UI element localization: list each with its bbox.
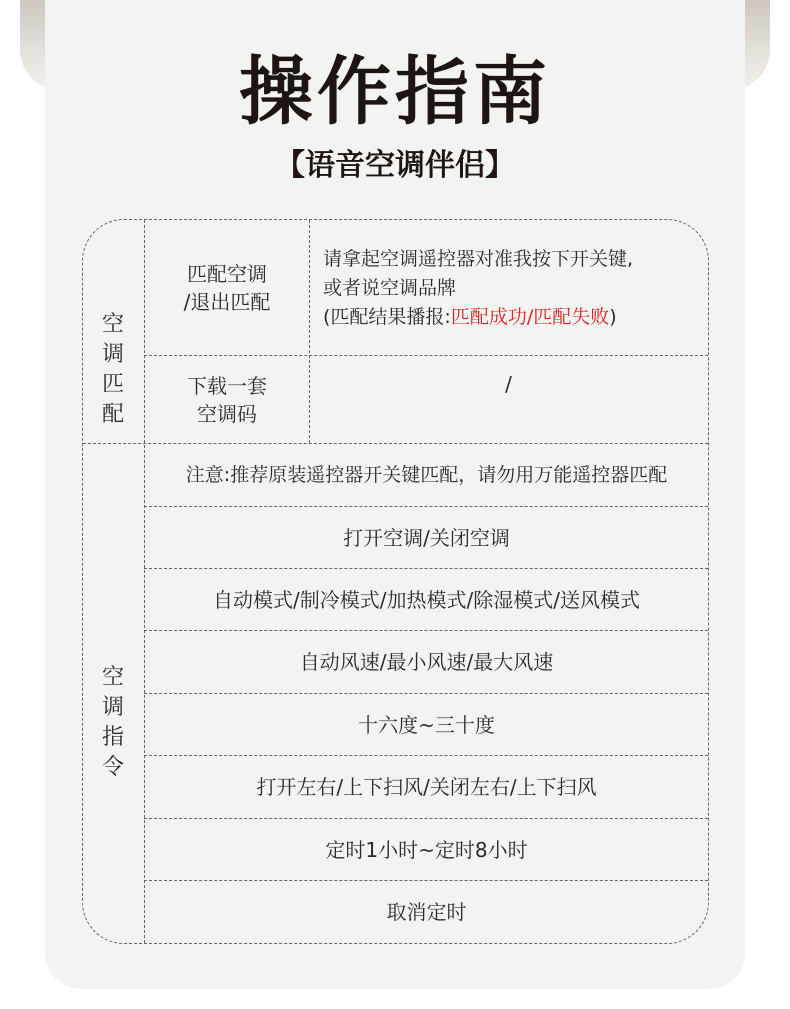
description-line: 请拿起空调遥控器对准我按下开关键, (323, 247, 634, 270)
download-row-label (145, 356, 309, 443)
command-row (145, 694, 708, 755)
label-line: 匹配空调 (187, 262, 267, 286)
section-header-char: 令 (101, 755, 124, 780)
section-header-char: 调 (101, 695, 124, 720)
command-text: 十六度~三十度 (358, 712, 495, 737)
page-title: 操作指南 (239, 49, 551, 135)
section-header-commands (98, 663, 128, 783)
command-text: 打开空调/关闭空调 (343, 525, 510, 550)
result-prefix: (匹配结果播报: (323, 305, 451, 328)
section-header-match (98, 310, 128, 430)
command-note (145, 444, 708, 506)
match-row-label (145, 221, 309, 355)
result-suffix: ) (609, 305, 617, 328)
command-row (145, 507, 708, 568)
command-text: 定时1小时~定时8小时 (325, 837, 528, 862)
description-line: 或者说空调品牌 (323, 276, 457, 299)
label-line: 下载一套 (187, 373, 267, 398)
match-row-description (323, 221, 707, 355)
result-highlight: 匹配成功/匹配失败 (450, 305, 610, 328)
command-text: 自动风速/最小风速/最大风速 (299, 650, 554, 674)
description-line: / (505, 372, 512, 396)
section-header-char: 空 (101, 312, 124, 337)
section-header-char: 配 (101, 402, 124, 427)
command-row (145, 881, 708, 943)
command-row (145, 756, 708, 818)
section-header-char: 调 (101, 342, 124, 367)
command-text: 注意:推荐原装遥控器开关键匹配，请勿用万能遥控器匹配 (185, 464, 668, 486)
label-line: /退出匹配 (183, 290, 271, 314)
table-divider (309, 220, 310, 443)
command-row (145, 569, 708, 630)
description-line (323, 303, 633, 332)
section-header-char: 匹 (101, 372, 124, 397)
download-row-description (310, 364, 707, 404)
command-row (145, 631, 708, 693)
command-text: 自动模式/制冷模式/加热模式/除湿模式/送风模式 (213, 587, 640, 612)
command-row (145, 819, 708, 880)
page-subtitle: 【语音空调伴侣】 (275, 148, 515, 183)
section-header-char: 空 (101, 665, 124, 690)
section-header-char: 指 (101, 725, 124, 750)
label-line: 空调码 (197, 401, 257, 426)
command-text: 取消定时 (386, 900, 467, 924)
command-text: 打开左右/上下扫风/关闭左右/上下扫风 (256, 775, 597, 799)
